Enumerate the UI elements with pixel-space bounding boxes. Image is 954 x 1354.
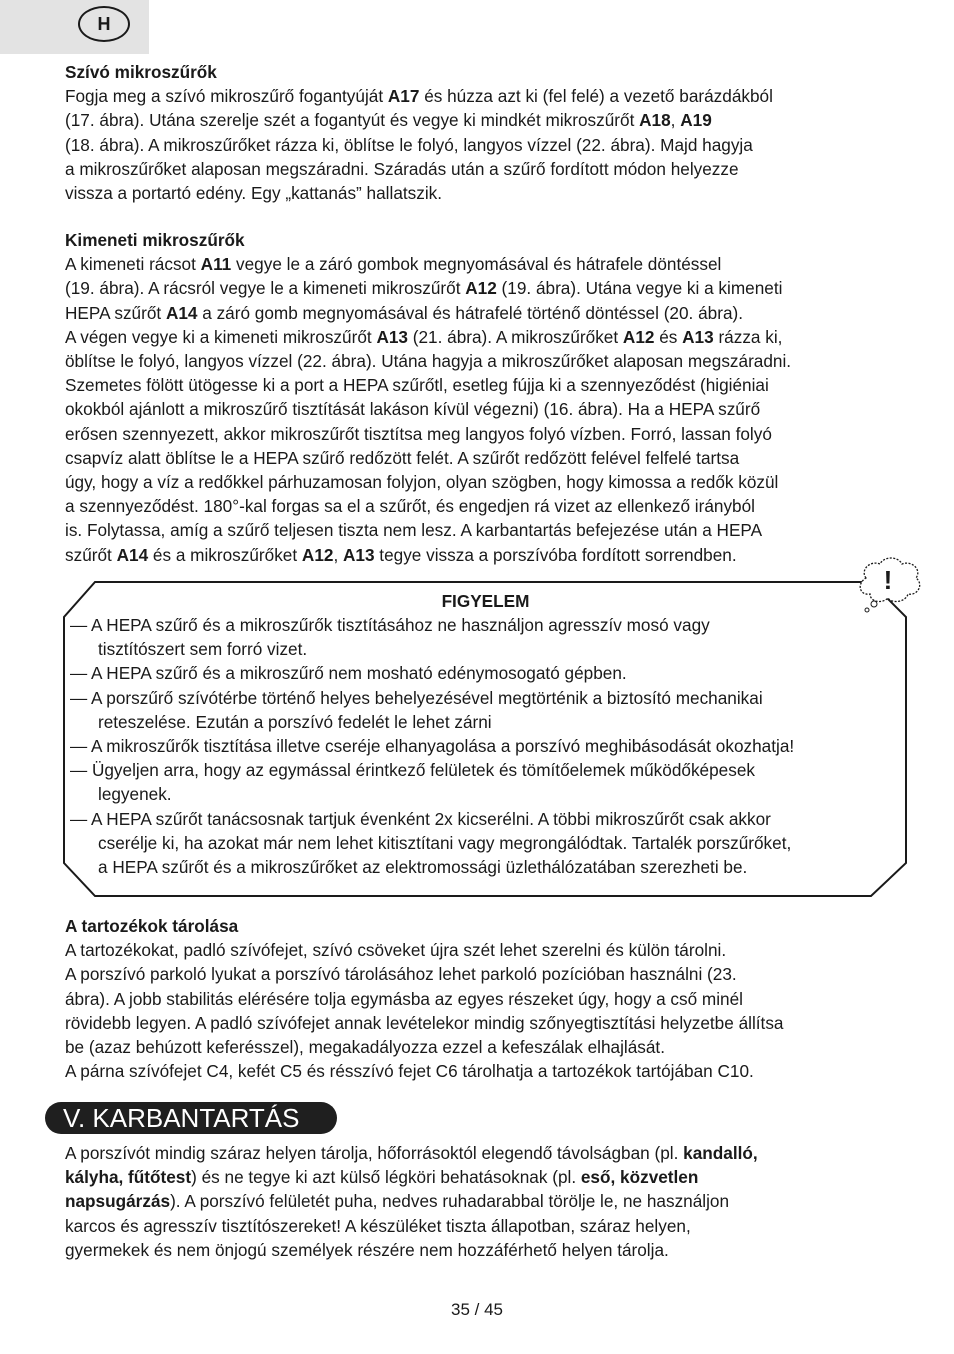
text-line: is. Folytassa, amíg a szűrő teljesen tiszta nem lesz. A karbantartás befejezése után a HEPA <box>65 520 763 541</box>
text-line: rövidebb legyen. A padló szívófejet annak levételekor mindig szőnyegtisztítási helyzetbe állítsa <box>65 1012 784 1033</box>
text-line: ábra). A jobb stabilitás elérésére tolja egymásba az egyes részeket úgy, hogy a cső minél <box>65 988 743 1009</box>
text-line: A tartozékokat, padló szívófejet, szívó csöveket újra szét lehet szerelni és külön tárolni. <box>65 940 727 961</box>
language-badge: H <box>78 6 130 42</box>
language-tab <box>0 0 149 54</box>
warning-item: — A porszűrő szívótérbe történő helyes behelyezésével megtörténik a biztosító mechanikai <box>70 687 763 708</box>
section-title: A tartozékok tárolása <box>65 916 239 936</box>
text-line: (17. ábra). Utána szerelje szét a fogantyút és vegye ki mindkét mikroszűrőt A18, A19 <box>65 110 712 131</box>
text-line: Fogja meg a szívó mikroszűrő fogantyúját A17 és húzza azt ki (fel felé) a vezető barázdákból <box>65 86 773 107</box>
warning-item: — A HEPA szűrő és a mikroszűrő nem mosható edénymosogató gépben. <box>70 663 627 684</box>
section-suction-microfilters <box>65 60 905 205</box>
text-line: gyermekek és nem önjogú személyek részére nem hozzáférhető helyen tárolja. <box>65 1239 669 1260</box>
text-line: a szennyeződést. 180°-kal forgas sa el a szűrőt, és engedjen rá vizet az ellenkező irányból <box>65 496 755 517</box>
text-line: úgy, hogy a víz a redőkkel párhuzamosan folyjon, olyan szögben, hogy kimossa a redők közül <box>65 472 779 493</box>
warning-item: — A HEPA szűrőt tanácsosnak tartjuk évenként 2x kicserélni. A többi mikroszűrőt csak akkor <box>70 808 771 829</box>
section-outlet-microfilters <box>65 228 905 567</box>
svg-text:!: ! <box>883 565 893 595</box>
exclamation-cloud-icon <box>852 556 924 616</box>
page-number: 35 / 45 <box>451 1300 503 1319</box>
warning-item: — A mikroszűrők tisztítása illetve cseréje elhanyagolása a porszívó meghibásodását okozhatja! <box>70 736 795 757</box>
warning-item: — Ügyeljen arra, hogy az egymással érintkező felületek és tömítőelemek működőképesek <box>70 760 755 781</box>
text-line: be (azaz behúzott keferésszel), megakadályozza ezzel a kefeszálak elhajlását. <box>65 1037 665 1058</box>
text-line: okokból ajánlott a mikroszűrő tisztítását lakáson kívül végezni) (16. ábra). Ha a HEPA szűrő <box>65 399 761 420</box>
section-body <box>65 252 905 567</box>
section-maintenance <box>65 1141 905 1262</box>
text-line: (19. ábra). A rácsról vegye le a kimeneti mikroszűrőt A12 (19. ábra). Utána vegye ki a kimeneti <box>65 278 783 299</box>
warning-item: tisztítószert sem forró vizet. <box>98 639 308 660</box>
chapter-heading: V. KARBANTARTÁS <box>45 1102 337 1134</box>
text-line: HEPA szűrőt A14 a záró gomb megnyomásával és hátrafelé történő döntéssel (20. ábra). <box>65 302 743 323</box>
text-line: A porszívó parkoló lyukat a porszívó tárolásához lehet parkoló pozícióban használni (23. <box>65 964 737 985</box>
section-title: Kimeneti mikroszűrők <box>65 230 245 250</box>
section-title: Szívó mikroszűrők <box>65 62 217 82</box>
text-line: szűrőt A14 és a mikroszűrőket A12, A13 tegye vissza a porszívóba fordított sorrendben. <box>65 544 737 565</box>
text-line: (18. ábra). A mikroszűrőket rázza ki, öblítse le folyó, langyos vízzel (22. ábra). Majd hagyja <box>65 134 753 155</box>
section-body <box>65 84 905 205</box>
section-body <box>65 1141 905 1262</box>
warning-box <box>63 581 908 897</box>
section-accessory-storage <box>65 914 905 1083</box>
text-line: kályha, fűtőtest) és ne tegye ki azt külső légköri behatásoknak (pl. eső, közvetlen <box>65 1167 699 1188</box>
warning-item: cserélje ki, ha azokat már nem lehet kitisztítani vagy megrongálódtak. Tartalék porszűrőket, <box>98 832 792 853</box>
text-line: a mikroszűrőket alaposan megszáradni. Száradás után a szűrő fordított módon helyezze <box>65 158 739 179</box>
text-line: Szemetes fölött ütögesse ki a port a HEPA szűrőtl, esetleg fújja ki a szennyeződést (higiéniai <box>65 375 769 396</box>
warning-item: — A HEPA szűrő és a mikroszűrők tisztításához ne használjon agresszív mosó vagy <box>70 615 710 635</box>
text-line: csapvíz alatt öblítse le a HEPA szűrő redőzött felét. A szűrőt redőzött felével felfelé tartsa <box>65 447 740 468</box>
text-line: karcos és agresszív tisztítószereket! A készüléket tiszta állapotban, száraz helyen, <box>65 1215 691 1236</box>
text-line: A kimeneti rácsot A11 vegye le a záró gombok megnyomásával és hátrafele döntéssel <box>65 254 722 275</box>
text-line: vissza a portartó edény. Egy „kattanás” hallatszik. <box>65 183 443 204</box>
text-line: öblítse le folyó, langyos vízzel (22. ábra). Utána hagyja a mikroszűrőket alaposan megszáradni. <box>65 351 792 372</box>
warning-list <box>70 613 910 879</box>
text-line: erősen szennyezett, akkor mikroszűrőt tisztítsa meg langyos folyó vízben. Forró, lassan folyó <box>65 423 772 444</box>
text-line: napsugárzás). A porszívó felületét puha, nedves ruhadarabbal törölje le, ne használjon <box>65 1191 730 1212</box>
text-line: A végen vegye ki a kimeneti mikroszűrőt A13 (21. ábra). A mikroszűrőket A12 és A13 rázza ki, <box>65 326 783 347</box>
warning-item: a HEPA szűrőt és a mikroszűrőket az elektromossági üzlethálózatában szerezheti be. <box>98 857 748 878</box>
warning-title: FIGYELEM <box>441 591 530 611</box>
text-line: A porszívót mindig száraz helyen tárolja, hőforrásoktól elegendő távolságban (pl. kandalló, <box>65 1143 758 1163</box>
warning-item: legyenek. <box>98 784 172 805</box>
warning-item: reteszelése. Ezután a porszívó fedelét le lehet zárni <box>98 711 492 732</box>
text-line: A párna szívófejet C4, kefét C5 és résszívó fejet C6 tárolhatja a tartozékok tartójában C10. <box>65 1061 754 1082</box>
section-body <box>65 938 905 1083</box>
